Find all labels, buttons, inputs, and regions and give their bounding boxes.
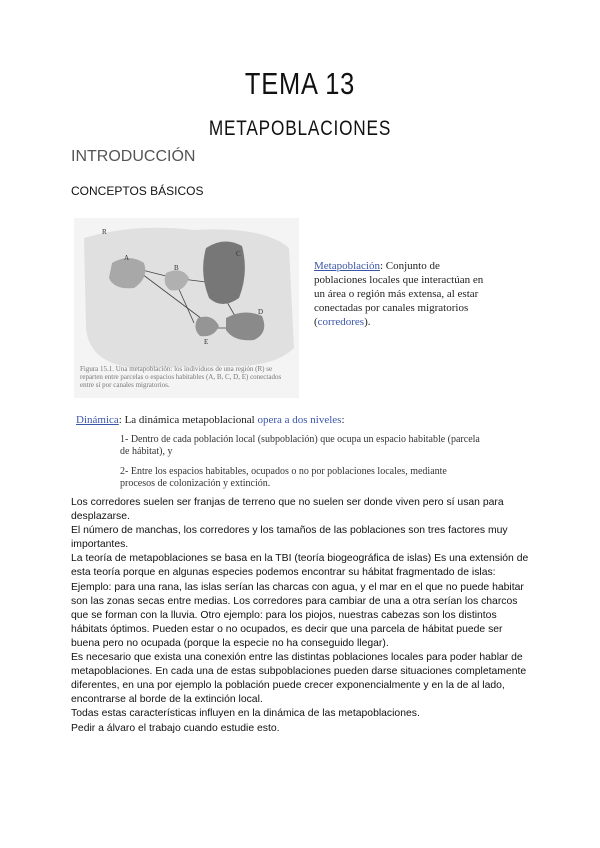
- region-r: [84, 228, 294, 368]
- definition-term: Metapoblación: [314, 260, 380, 272]
- figure-label-a: A: [124, 254, 130, 262]
- definition-link: corredores: [317, 316, 365, 328]
- paragraph: Los corredores suelen ser franjas de terreno que no suelen ser donde viven pero sí usan para desplazarse.: [71, 497, 504, 523]
- definition-end: ).: [364, 316, 371, 328]
- figure-label-c: C: [236, 250, 241, 258]
- definition-text: : Conjunto de poblaciones locales que interactúan en un área o región más extensa, al estar conectadas por canales migratorios (: [314, 260, 484, 328]
- document-subtitle: METAPOBLACIONES: [208, 117, 392, 140]
- paragraph: Pedir a álvaro el trabajo cuando estudie esto.: [71, 722, 280, 734]
- dynamics-item-1: 1- Dentro de cada población local (subpoblación) que ocupa un espacio habitable (parcela de hábitat), y: [120, 434, 480, 457]
- section-heading: INTRODUCCIÓN: [71, 148, 196, 165]
- figure-caption: Figura 15.1. Una metapoblación: los individuos de una región (R) se reparten entre parcelas o espacios habitables (A, B, C, D, E) conectados entre sí por canales migratorios.: [80, 365, 282, 389]
- subsection-heading: CONCEPTOS BÁSICOS: [71, 184, 204, 198]
- figure-label-e: E: [204, 338, 209, 346]
- paragraph: Todas estas características influyen en la dinámica de las metapoblaciones.: [71, 708, 420, 720]
- dynamics-heading: [76, 414, 345, 426]
- dynamics-emph: opera a dos niveles: [257, 414, 342, 426]
- paragraph: Es necesario que exista una conexión entre las distintas poblaciones locales para poder hablar de metapoblaciones. En cada una de estas subpoblaciones pueden darse situaciones completamente diferentes, en una por ejemplo la población puede crecer exponencialmente y en la de al lado, encontrarse al borde de la extinción local.: [71, 652, 527, 706]
- dynamics-item-2: 2- Entre los espacios habitables, ocupados o no por poblaciones locales, mediante procesos de colonización y extinción.: [120, 466, 447, 489]
- figure-label-d: D: [258, 308, 264, 316]
- paragraph: El número de manchas, los corredores y los tamaños de las poblaciones son tres factores muy importantes.: [71, 525, 508, 551]
- document-title: TEMA 13: [244, 66, 356, 101]
- dynamics-term: Dinámica: [76, 414, 119, 426]
- paragraph: La teoría de metapoblaciones se basa en la TBI (teoría biogeográfica de islas) Es una extensión de esta teoría porque en algunas especies podemos encontrar su hábitat fragmentado de islas: Ejemplo: para una rana, las islas serían las charcas con agua, y el mar en el que no puede habitar son las zonas secas entre medias. Los corredores para cambiar de una a otra serían los charcos que se forman con la lluvia. Otro ejemplo: para los piojos, nuestras cabezas son los distintos hábitats óptimos. Pueden estar o no ocupados, es decir que una parcela de hábitat puede ser buena pero no ocupada (porque la especie no ha conseguido llegar).: [71, 553, 529, 649]
- dynamics-intro: : La dinámica metapoblacional: [118, 414, 258, 426]
- figure-label-b: B: [174, 264, 179, 272]
- figure-label-r: R: [102, 228, 107, 236]
- dynamics-colon: :: [341, 414, 345, 426]
- body-text: [71, 496, 531, 736]
- definition-block: [314, 259, 484, 329]
